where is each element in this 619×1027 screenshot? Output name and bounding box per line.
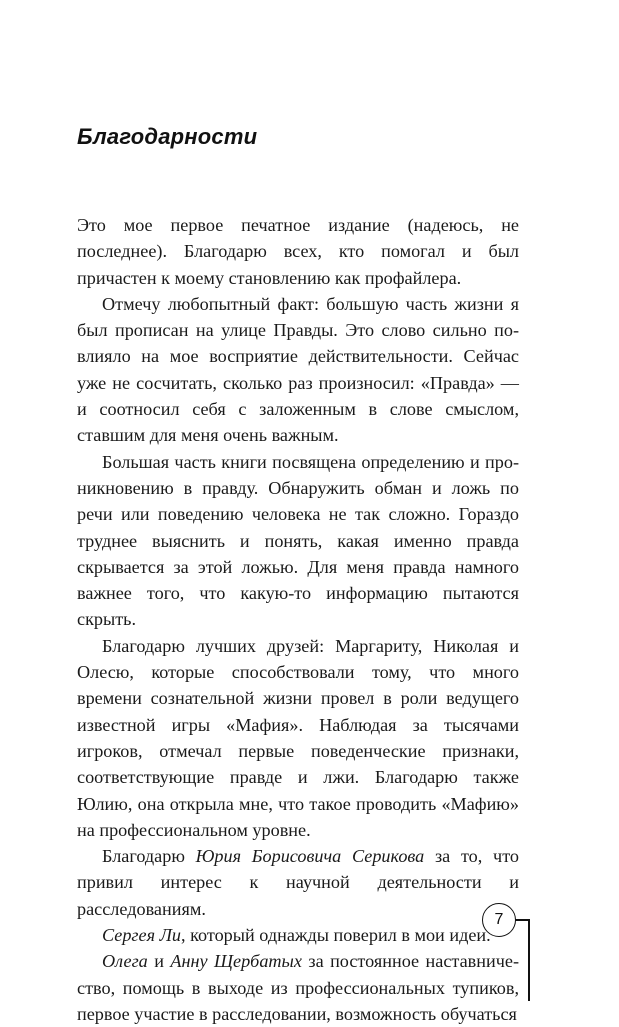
paragraph-1-text: Это мое первое печатное издание (надеюсь, не последнее). Благодарю всех, кто помогал и был причастен к моему становлению как профайлера. xyxy=(77,215,519,288)
body-text xyxy=(77,212,519,1027)
paragraph-7-text-a: и xyxy=(147,951,171,972)
paragraph-2 xyxy=(77,291,519,449)
paragraph-5-text-a: Благодарю xyxy=(102,846,196,867)
paragraph-5-text-b: за то, что привил интерес к научной деятельности и расследованиям. xyxy=(77,846,519,919)
paragraph-1 xyxy=(77,212,519,291)
name-yuri-serikov: Юрия Борисовича Серикова xyxy=(195,846,425,867)
paragraph-6-text: , который однажды поверил в мои идеи. xyxy=(181,925,491,946)
chapter-heading: Благодарности xyxy=(77,124,258,149)
paragraph-6 xyxy=(77,922,519,948)
paragraph-7-text-b: за постоянное наставничество, помощь в выходе из профессиональных тупиков, первое участие в расследовании, возможность обучаться xyxy=(77,951,519,1024)
page-number: 7 xyxy=(482,903,516,937)
paragraph-2-text: Отмечу любопытный факт: большую часть жизни я был прописан на улице Правды. Это слово сильно повлияло на мое восприятие действительности. Сейчас уже не сосчитать, сколько раз произносил: «Правда» — и соотносил себя с заложенным в слове смыслом, ставшим для меня очень важным. xyxy=(77,293,519,446)
paragraph-7 xyxy=(77,948,519,1027)
paragraph-4 xyxy=(77,633,519,843)
paragraph-5 xyxy=(77,843,519,922)
name-oleg: Олега xyxy=(102,951,148,972)
paragraph-4-text: Благодарю лучших друзей: Маргариту, Николая и Олесю, которые способствовали тому, что много времени сознательной жизни провел в роли ведущего известной игры «Мафия». Наблюдая за тысячами игроков, отмечал первые поведенческие признаки, соответствующие правде и лжи. Благодарю также Юлию, она открыла мне, что такое проводить «Мафию» на профессиональном уровне. xyxy=(77,635,519,840)
page-number-rule-horizontal xyxy=(515,919,529,921)
paragraph-3 xyxy=(77,449,519,633)
name-sergey-li: Сергея Ли xyxy=(102,925,182,946)
name-anna-shcherbatykh: Анну Щербатых xyxy=(170,951,302,972)
paragraph-3-text: Большая часть книги посвящена определению и проникновению в правду. Обнаружить обман и ложь по речи или поведению человека не так сложно. Гораздо труднее выяснить и понять, какая именно правда скрывается за этой ложью. Для меня правда намного важнее того, что какую-то информацию пытаются скрыть. xyxy=(77,451,519,630)
page-number-rule-vertical xyxy=(528,919,530,1001)
